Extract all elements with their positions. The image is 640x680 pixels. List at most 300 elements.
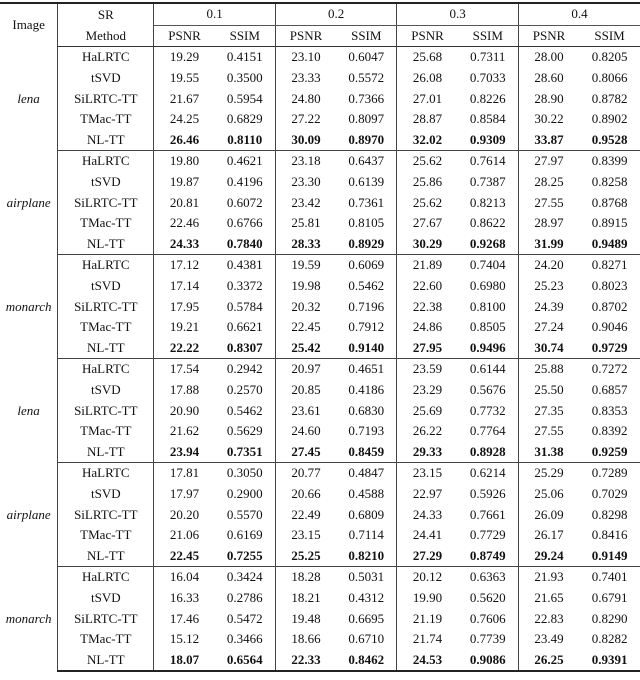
ssim-value: 0.8213	[469, 194, 506, 210]
psnr-value: 20.90	[154, 400, 215, 421]
psnr-value: 24.20	[518, 255, 579, 276]
psnr-value: 17.46	[154, 608, 215, 629]
psnr-value: 22.60	[397, 276, 458, 297]
image-group	[0, 151, 640, 255]
image-name: airplane	[6, 194, 51, 210]
ssim-value: 0.7404	[469, 257, 506, 273]
ssim-value: 0.8902	[591, 111, 628, 127]
method-name: tSVD	[58, 588, 154, 609]
psnr-value: 30.29	[397, 234, 458, 255]
ssim-value: 0.4588	[348, 485, 385, 501]
psnr-value: 24.33	[154, 234, 215, 255]
ssim-value: 0.6069	[348, 257, 385, 273]
table-row	[0, 567, 640, 588]
table-row	[0, 130, 640, 151]
ssim-value: 0.5031	[348, 569, 385, 585]
ssim-value: 0.2570	[226, 381, 263, 397]
ssim-value: 0.7289	[591, 465, 628, 481]
psnr-value: 26.08	[397, 68, 458, 89]
method-name: NL-TT	[58, 649, 154, 671]
psnr-value: 25.29	[518, 463, 579, 484]
ssim-value: 0.7614	[469, 153, 506, 169]
ssim-value: 0.3500	[226, 70, 263, 86]
method-name: SiLRTC-TT	[58, 400, 154, 421]
ssim-value: 0.9086	[458, 649, 519, 671]
table-row	[0, 359, 640, 380]
psnr-value: 23.15	[397, 463, 458, 484]
image-name: monarch	[5, 298, 52, 314]
ssim-value: 0.8298	[591, 506, 628, 522]
psnr-value: 19.55	[154, 68, 215, 89]
psnr-value: 19.29	[154, 47, 215, 68]
method-name: tSVD	[58, 484, 154, 505]
ssim-value: 0.8584	[469, 111, 506, 127]
psnr-value: 23.30	[275, 172, 336, 193]
ssim-value: 0.7196	[348, 298, 385, 314]
method-name: SiLRTC-TT	[58, 504, 154, 525]
psnr-value: 33.87	[518, 130, 579, 151]
ssim-value: 0.7351	[215, 441, 276, 462]
psnr-value: 28.33	[275, 234, 336, 255]
psnr-value: 22.38	[397, 296, 458, 317]
ssim-value: 0.5620	[469, 589, 506, 605]
header-metric-psnr: PSNR	[154, 25, 215, 47]
psnr-value: 19.80	[154, 151, 215, 172]
table-row	[0, 629, 640, 650]
psnr-value: 17.97	[154, 484, 215, 505]
ssim-value: 0.7033	[469, 70, 506, 86]
image-group	[0, 47, 640, 151]
psnr-value: 21.89	[397, 255, 458, 276]
method-name: SiLRTC-TT	[58, 608, 154, 629]
ssim-value: 0.7361	[348, 194, 385, 210]
psnr-value: 28.60	[518, 68, 579, 89]
ssim-value: 0.6710	[348, 631, 385, 647]
psnr-value: 28.00	[518, 47, 579, 68]
ssim-value: 0.8416	[591, 527, 628, 543]
ssim-value: 0.7311	[470, 49, 506, 65]
method-name: HaLRTC	[58, 567, 154, 588]
image-name: airplane	[6, 506, 51, 522]
table-row	[0, 255, 640, 276]
psnr-value: 27.97	[518, 151, 579, 172]
psnr-value: 17.81	[154, 463, 215, 484]
psnr-value: 23.61	[275, 400, 336, 421]
header-metric-psnr: PSNR	[518, 25, 579, 47]
ssim-value: 0.8105	[348, 215, 385, 231]
psnr-value: 23.15	[275, 525, 336, 546]
ssim-value: 0.8399	[591, 153, 628, 169]
table-row	[0, 463, 640, 484]
ssim-value: 0.8353	[591, 402, 628, 418]
psnr-value: 24.39	[518, 296, 579, 317]
psnr-value: 25.42	[275, 338, 336, 359]
table-row	[0, 234, 640, 255]
ssim-value: 0.8970	[336, 130, 397, 151]
ssim-value: 0.8505	[469, 319, 506, 335]
psnr-value: 28.90	[518, 88, 579, 109]
ssim-value: 0.8749	[458, 545, 519, 566]
psnr-value: 20.77	[275, 463, 336, 484]
psnr-value: 25.50	[518, 380, 579, 401]
header-metric-ssim: SSIM	[336, 25, 397, 47]
psnr-value: 25.81	[275, 213, 336, 234]
ssim-value: 0.5926	[469, 485, 506, 501]
psnr-value: 20.12	[397, 567, 458, 588]
header-row-metrics	[0, 25, 640, 47]
ssim-value: 0.8622	[469, 215, 506, 231]
image-group	[0, 567, 640, 671]
psnr-value: 18.21	[275, 588, 336, 609]
psnr-value: 26.46	[154, 130, 215, 151]
ssim-value: 0.7114	[348, 527, 384, 543]
psnr-value: 19.87	[154, 172, 215, 193]
image-name: lena	[17, 402, 40, 418]
psnr-value: 22.22	[154, 338, 215, 359]
method-name: HaLRTC	[58, 359, 154, 380]
ssim-value: 0.6766	[226, 215, 263, 231]
ssim-value: 0.8271	[591, 257, 628, 273]
table-row	[0, 47, 640, 68]
ssim-value: 0.6169	[226, 527, 263, 543]
method-name: HaLRTC	[58, 463, 154, 484]
table-row	[0, 109, 640, 130]
ssim-value: 0.7387	[469, 174, 506, 190]
psnr-value: 28.97	[518, 213, 579, 234]
psnr-value: 17.12	[154, 255, 215, 276]
psnr-value: 23.59	[397, 359, 458, 380]
ssim-value: 0.2942	[226, 361, 263, 377]
ssim-value: 0.6857	[591, 381, 628, 397]
ssim-value: 0.6830	[348, 402, 385, 418]
ssim-value: 0.6144	[469, 361, 506, 377]
header-rate: 0.1	[154, 3, 276, 25]
method-name: TMac-TT	[58, 213, 154, 234]
psnr-value: 28.25	[518, 172, 579, 193]
psnr-value: 24.25	[154, 109, 215, 130]
ssim-value: 0.4651	[348, 361, 385, 377]
table-row	[0, 504, 640, 525]
ssim-value: 0.8066	[591, 70, 628, 86]
ssim-value: 0.8782	[591, 90, 628, 106]
ssim-value: 0.6809	[348, 506, 385, 522]
image-group	[0, 255, 640, 359]
psnr-value: 30.22	[518, 109, 579, 130]
psnr-value: 27.95	[397, 338, 458, 359]
ssim-value: 0.8210	[336, 545, 397, 566]
psnr-value: 25.62	[397, 192, 458, 213]
ssim-value: 0.5462	[226, 402, 263, 418]
ssim-value: 0.4196	[226, 174, 263, 190]
header-metric-ssim: SSIM	[579, 25, 640, 47]
ssim-value: 0.9046	[591, 319, 628, 335]
psnr-value: 28.87	[397, 109, 458, 130]
ssim-value: 0.8282	[591, 631, 628, 647]
psnr-value: 25.88	[518, 359, 579, 380]
psnr-value: 27.01	[397, 88, 458, 109]
psnr-value: 24.86	[397, 317, 458, 338]
method-name: TMac-TT	[58, 317, 154, 338]
ssim-value: 0.7739	[469, 631, 506, 647]
ssim-value: 0.6139	[348, 174, 385, 190]
psnr-value: 20.97	[275, 359, 336, 380]
ssim-value: 0.4151	[226, 49, 263, 65]
psnr-value: 23.94	[154, 441, 215, 462]
psnr-value: 29.33	[397, 441, 458, 462]
psnr-value: 19.21	[154, 317, 215, 338]
ssim-value: 0.7029	[591, 485, 628, 501]
psnr-value: 25.86	[397, 172, 458, 193]
header-method: Method	[58, 25, 154, 47]
ssim-value: 0.5572	[348, 70, 385, 86]
psnr-value: 18.28	[275, 567, 336, 588]
psnr-value: 19.59	[275, 255, 336, 276]
method-name: HaLRTC	[58, 47, 154, 68]
method-name: TMac-TT	[58, 421, 154, 442]
psnr-value: 21.62	[154, 421, 215, 442]
image-group	[0, 463, 640, 567]
ssim-value: 0.4312	[348, 589, 385, 605]
psnr-value: 22.83	[518, 608, 579, 629]
psnr-value: 20.32	[275, 296, 336, 317]
psnr-value: 21.67	[154, 88, 215, 109]
ssim-value: 0.3050	[226, 465, 263, 481]
psnr-value: 27.55	[518, 192, 579, 213]
psnr-value: 21.06	[154, 525, 215, 546]
image-name: lena	[17, 90, 40, 106]
psnr-value: 22.45	[275, 317, 336, 338]
table-row	[0, 338, 640, 359]
table-row	[0, 588, 640, 609]
ssim-value: 0.5784	[226, 298, 263, 314]
psnr-value: 27.45	[275, 441, 336, 462]
header-metric-ssim: SSIM	[215, 25, 276, 47]
ssim-value: 0.6980	[469, 278, 506, 294]
psnr-value: 25.25	[275, 545, 336, 566]
header-metric-psnr: PSNR	[397, 25, 458, 47]
psnr-value: 21.93	[518, 567, 579, 588]
psnr-value: 16.04	[154, 567, 215, 588]
table-header	[0, 3, 640, 47]
psnr-value: 20.66	[275, 484, 336, 505]
psnr-value: 21.19	[397, 608, 458, 629]
psnr-value: 16.33	[154, 588, 215, 609]
image-group	[0, 359, 640, 463]
table-row	[0, 649, 640, 671]
header-sr: SR	[58, 3, 154, 25]
psnr-value: 23.18	[275, 151, 336, 172]
method-name: NL-TT	[58, 338, 154, 359]
psnr-value: 20.20	[154, 504, 215, 525]
header-rate: 0.4	[518, 3, 640, 25]
table-row	[0, 380, 640, 401]
psnr-value: 27.24	[518, 317, 579, 338]
ssim-value: 0.5629	[226, 423, 263, 439]
ssim-value: 0.3466	[226, 631, 263, 647]
method-name: HaLRTC	[58, 255, 154, 276]
psnr-value: 25.68	[397, 47, 458, 68]
psnr-value: 24.53	[397, 649, 458, 671]
table-row	[0, 172, 640, 193]
psnr-value: 18.66	[275, 629, 336, 650]
ssim-value: 0.6621	[226, 319, 263, 335]
header-rate: 0.3	[397, 3, 519, 25]
ssim-value: 0.8258	[591, 174, 628, 190]
ssim-value: 0.8915	[591, 215, 628, 231]
psnr-value: 17.14	[154, 276, 215, 297]
ssim-value: 0.8702	[591, 298, 628, 314]
ssim-value: 0.6072	[226, 194, 263, 210]
psnr-value: 17.95	[154, 296, 215, 317]
method-name: SiLRTC-TT	[58, 88, 154, 109]
ssim-value: 0.9729	[579, 338, 640, 359]
psnr-value: 31.38	[518, 441, 579, 462]
psnr-value: 19.98	[275, 276, 336, 297]
method-name: tSVD	[58, 276, 154, 297]
ssim-value: 0.4847	[348, 465, 385, 481]
ssim-value: 0.5676	[469, 381, 506, 397]
ssim-value: 0.7606	[469, 610, 506, 626]
psnr-value: 23.10	[275, 47, 336, 68]
psnr-value: 24.60	[275, 421, 336, 442]
ssim-value: 0.9489	[579, 234, 640, 255]
psnr-value: 19.90	[397, 588, 458, 609]
psnr-value: 21.74	[397, 629, 458, 650]
table-row	[0, 525, 640, 546]
psnr-value: 26.09	[518, 504, 579, 525]
psnr-value: 23.29	[397, 380, 458, 401]
ssim-value: 0.8110	[215, 130, 276, 151]
method-name: NL-TT	[58, 441, 154, 462]
psnr-value: 24.80	[275, 88, 336, 109]
psnr-value: 22.45	[154, 545, 215, 566]
psnr-value: 20.85	[275, 380, 336, 401]
psnr-value: 27.29	[397, 545, 458, 566]
psnr-value: 17.54	[154, 359, 215, 380]
ssim-value: 0.7661	[469, 506, 506, 522]
psnr-value: 17.88	[154, 380, 215, 401]
psnr-value: 27.55	[518, 421, 579, 442]
table-row	[0, 296, 640, 317]
psnr-value: 22.49	[275, 504, 336, 525]
table-row	[0, 68, 640, 89]
psnr-value: 21.65	[518, 588, 579, 609]
ssim-value: 0.9259	[579, 441, 640, 462]
psnr-value: 26.25	[518, 649, 579, 671]
ssim-value: 0.9496	[458, 338, 519, 359]
psnr-value: 20.81	[154, 192, 215, 213]
method-name: tSVD	[58, 172, 154, 193]
psnr-value: 22.33	[275, 649, 336, 671]
table-row	[0, 213, 640, 234]
psnr-value: 26.17	[518, 525, 579, 546]
psnr-value: 32.02	[397, 130, 458, 151]
psnr-value: 25.23	[518, 276, 579, 297]
table-row	[0, 317, 640, 338]
method-name: TMac-TT	[58, 525, 154, 546]
ssim-value: 0.8459	[336, 441, 397, 462]
psnr-value: 29.24	[518, 545, 579, 566]
method-name: TMac-TT	[58, 109, 154, 130]
ssim-value: 0.3372	[226, 278, 263, 294]
ssim-value: 0.8462	[336, 649, 397, 671]
image-name: monarch	[5, 610, 52, 626]
ssim-value: 0.9309	[458, 130, 519, 151]
ssim-value: 0.9268	[458, 234, 519, 255]
ssim-value: 0.6695	[348, 610, 385, 626]
ssim-value: 0.6437	[348, 153, 385, 169]
table-row	[0, 608, 640, 629]
ssim-value: 0.2900	[226, 485, 263, 501]
ssim-value: 0.7255	[215, 545, 276, 566]
ssim-value: 0.7272	[591, 361, 628, 377]
ssim-value: 0.7401	[591, 569, 628, 585]
psnr-value: 22.97	[397, 484, 458, 505]
psnr-value: 25.69	[397, 400, 458, 421]
ssim-value: 0.8392	[591, 423, 628, 439]
ssim-value: 0.8307	[215, 338, 276, 359]
psnr-value: 22.46	[154, 213, 215, 234]
psnr-value: 30.09	[275, 130, 336, 151]
ssim-value: 0.4621	[226, 153, 263, 169]
ssim-value: 0.7912	[348, 319, 385, 335]
ssim-value: 0.7729	[469, 527, 506, 543]
ssim-value: 0.9149	[579, 545, 640, 566]
ssim-value: 0.8226	[469, 90, 506, 106]
method-name: NL-TT	[58, 130, 154, 151]
ssim-value: 0.8097	[348, 111, 385, 127]
ssim-value: 0.8205	[591, 49, 628, 65]
ssim-value: 0.7366	[348, 90, 385, 106]
ssim-value: 0.6214	[469, 465, 506, 481]
table-row	[0, 441, 640, 462]
psnr-value: 25.62	[397, 151, 458, 172]
psnr-value: 31.99	[518, 234, 579, 255]
ssim-value: 0.7840	[215, 234, 276, 255]
header-metric-ssim: SSIM	[458, 25, 519, 47]
ssim-value: 0.2786	[226, 589, 263, 605]
method-name: SiLRTC-TT	[58, 192, 154, 213]
table-row	[0, 421, 640, 442]
psnr-value: 19.48	[275, 608, 336, 629]
method-name: NL-TT	[58, 234, 154, 255]
ssim-value: 0.5570	[226, 506, 263, 522]
method-name: tSVD	[58, 68, 154, 89]
ssim-value: 0.8768	[591, 194, 628, 210]
psnr-value: 27.22	[275, 109, 336, 130]
ssim-value: 0.6791	[591, 589, 628, 605]
table-row	[0, 400, 640, 421]
ssim-value: 0.9391	[579, 649, 640, 671]
header-metric-psnr: PSNR	[275, 25, 336, 47]
method-name: HaLRTC	[58, 151, 154, 172]
ssim-value: 0.8928	[458, 441, 519, 462]
method-name: tSVD	[58, 380, 154, 401]
table-row	[0, 545, 640, 566]
ssim-value: 0.3424	[226, 569, 263, 585]
table-row	[0, 276, 640, 297]
psnr-value: 24.33	[397, 504, 458, 525]
table-row	[0, 88, 640, 109]
ssim-value: 0.7732	[469, 402, 506, 418]
psnr-value: 18.07	[154, 649, 215, 671]
psnr-value: 23.49	[518, 629, 579, 650]
method-name: SiLRTC-TT	[58, 296, 154, 317]
ssim-value: 0.5472	[226, 610, 263, 626]
psnr-value: 27.35	[518, 400, 579, 421]
header-image: Image	[0, 3, 58, 47]
psnr-value: 30.74	[518, 338, 579, 359]
